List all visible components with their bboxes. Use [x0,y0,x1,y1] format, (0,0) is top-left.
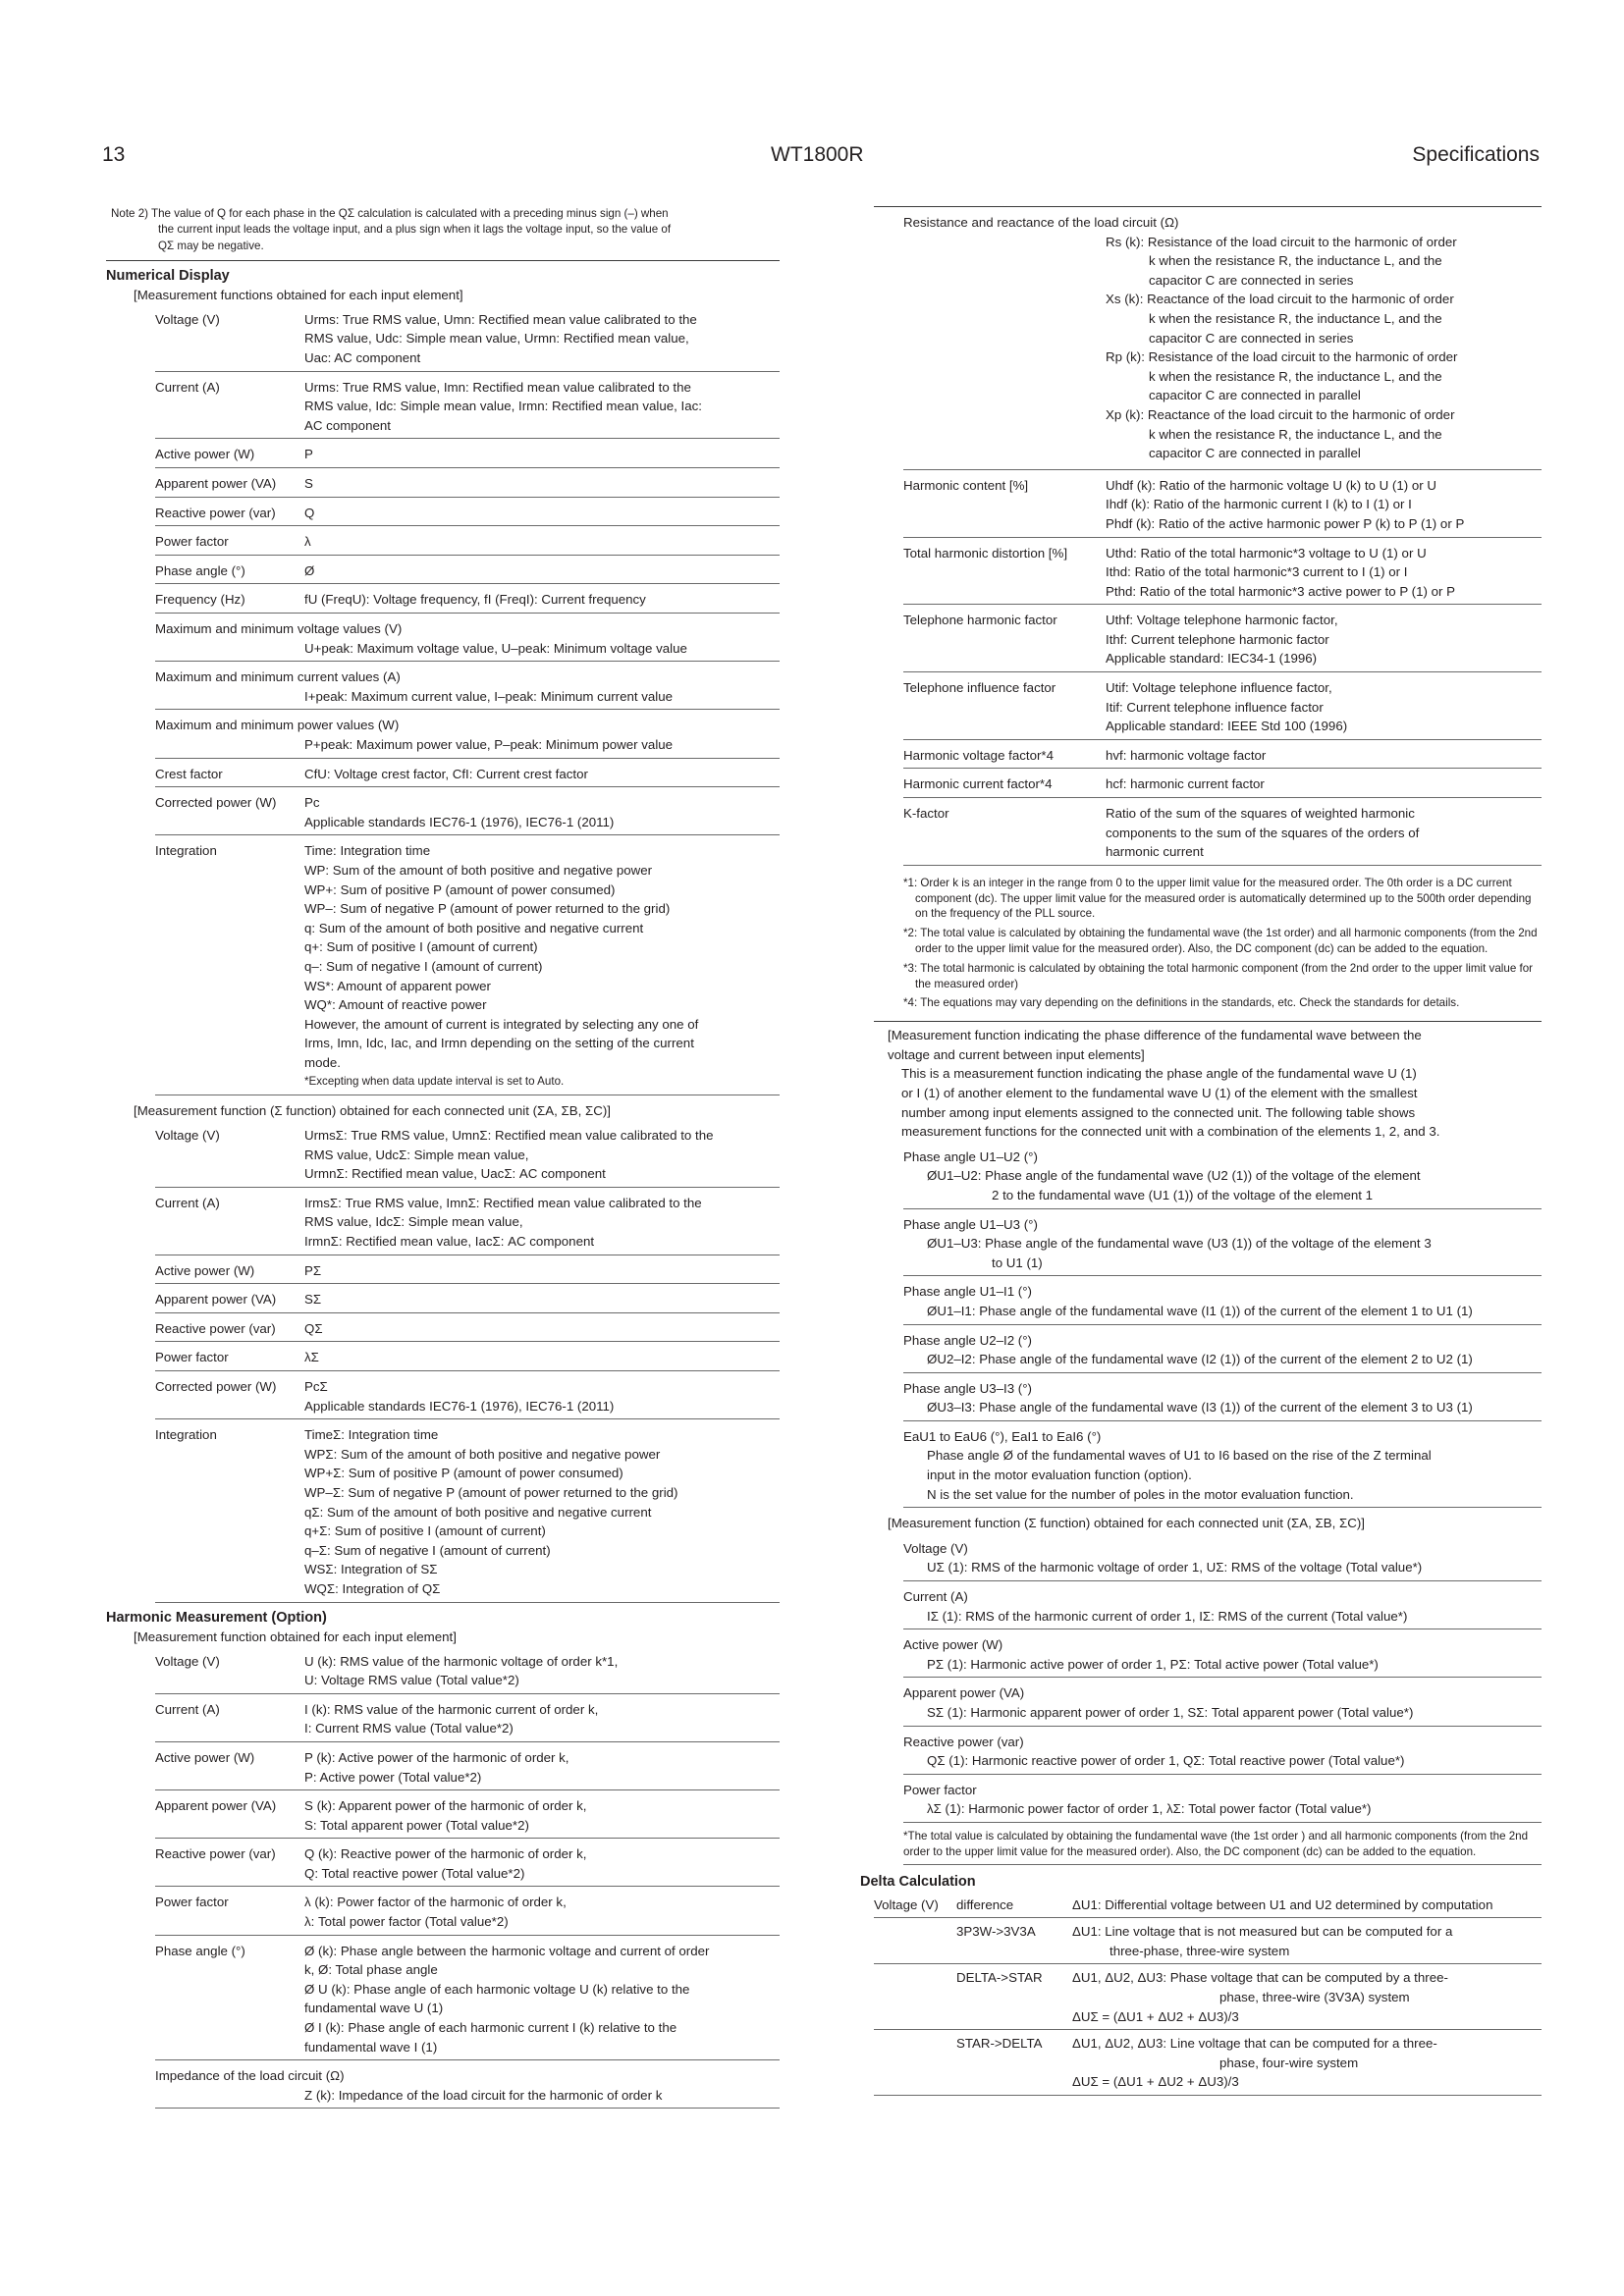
spec-line: I: Current RMS value (Total value*2) [304,1721,514,1736]
spec-value [304,590,780,610]
spec-label: Frequency (Hz) [155,592,245,608]
spec-value [304,474,780,494]
delta-mode: 3P3W->3V3A [956,1924,1036,1940]
spec-row [155,710,780,758]
spec-row [155,1742,780,1790]
delta-voltage-label [874,2034,956,2092]
spec-line: k when the resistance R, the inductance L, and the [1149,368,1442,384]
spec-line: qΣ: Sum of the amount of both positive and negative current [304,1504,652,1520]
subheading: [Measurement function obtained for each input element] [134,1629,457,1644]
phase-item [903,1421,1542,1508]
spec-label: Corrected power (W) [155,795,277,811]
spec-line: fundamental wave I (1) [304,2039,438,2055]
spec-line: q–Σ: Sum of negative I (amount of current) [304,1542,551,1558]
phase-item [903,1276,1542,1324]
spec-row [155,1694,780,1742]
sigma-line: PΣ (1): Harmonic active power of order 1, PΣ: Total active power (Total value*) [927,1656,1379,1672]
spec-value [304,1748,780,1787]
delta-mode: DELTA->STAR [956,1970,1043,1986]
delta-line: phase, three-wire (3V3A) system [1219,1989,1410,2004]
spec-row [155,1120,780,1188]
spec-line: λ [304,534,311,550]
spec-line: q+: Sum of positive I (amount of current) [304,939,538,955]
spec-value [304,1425,780,1598]
spec-line: fundamental wave U (1) [304,2001,444,2016]
spec-value: I+peak: Maximum current value, I–peak: Minimum current value [304,688,674,704]
spec-line: Q [304,505,315,520]
spec-line: λ: Total power factor (Total value*2) [304,1914,509,1930]
spec-line: hvf: harmonic voltage factor [1106,747,1267,763]
spec-value [1106,544,1542,602]
spec-value [1106,774,1542,794]
spec-label: Harmonic content [%] [903,477,1029,493]
spec-label: Voltage (V) [155,1128,220,1144]
phase-item [903,1209,1542,1277]
spec-line: TimeΣ: Integration time [304,1427,439,1443]
spec-line: mode. [304,1054,341,1070]
spec-row [155,1646,780,1694]
spec-value [304,1319,780,1339]
delta-row [874,1964,1542,2030]
spec-label: Power factor [155,534,229,550]
spec-row [155,1342,780,1371]
spec-value [304,1796,780,1835]
delta-line: ΔUΣ = (ΔU1 + ΔU2 + ΔU3)/3 [1072,2008,1239,2024]
delta-heading: Delta Calculation [860,1873,976,1890]
spec-line: WQ*: Amount of reactive power [304,997,487,1013]
spec-row [155,662,780,710]
sigma-line: λΣ (1): Harmonic power factor of order 1, λΣ: Total power factor (Total value*) [927,1801,1372,1817]
spec-line: WP: Sum of the amount of both positive and negative power [304,862,653,878]
spec-row [155,1790,780,1839]
spec-row [155,526,780,556]
delta-mode: STAR->DELTA [956,2036,1043,2052]
spec-line: P: Active power (Total value*2) [304,1769,482,1785]
right-column [860,206,1542,2096]
spec-row [155,1255,780,1285]
footnote: *3: The total harmonic is calculated by obtaining the total harmonic component (from the 2nd order to the upper limit value for the measured order) [903,961,1534,990]
sigma-label: Reactive power (var) [903,1734,1024,1749]
spec-row [903,470,1542,538]
numerical-display-heading: Numerical Display [106,267,230,284]
phase-line: ØU2–I2: Phase angle of the fundamental wave (I2 (1)) of the current of the element 2 to U2 (1) [927,1352,1473,1367]
spec-value [304,1844,780,1883]
spec-line: WSΣ: Integration of SΣ [304,1562,438,1577]
sigma-harmonic-heading: [Measurement function (Σ function) obtained for each connected unit (ΣA, ΣB, ΣC)] [888,1516,1365,1531]
spec-line: k when the resistance R, the inductance L, and the [1149,426,1442,442]
footnotes [903,866,1542,1021]
spec-row [155,498,780,527]
para-line: This is a measurement function indicating the phase angle of the fundamental wave U (1) [901,1066,1417,1082]
spec-line: P [304,447,313,462]
spec-label: Active power (W) [155,447,255,462]
spec-line: q–: Sum of negative I (amount of current) [304,958,543,974]
delta-line: ΔU1: Differential voltage between U1 and U2 determined by computation [1072,1896,1493,1912]
sigma-label: Power factor [903,1782,977,1797]
spec-label: Voltage (V) [155,311,220,327]
harmonic-heading: Harmonic Measurement (Option) [106,1609,327,1626]
spec-line: WS*: Amount of apparent power [304,978,491,993]
spec-label: Maximum and minimum current values (A) [155,669,401,685]
spec-label: Telephone harmonic factor [903,613,1057,628]
phase-heading: [Measurement function indicating the phase difference of the fundamental wave between the voltage and current between input elements] [888,1028,1422,1062]
spec-line: hcf: harmonic current factor [1106,776,1265,792]
spec-value [1106,678,1542,736]
spec-value [1106,611,1542,668]
sigma-item [903,1533,1542,1581]
delta-value [1072,1968,1542,2026]
note-2: Note 2) The value of Q for each phase in the QΣ calculation is calculated with a preceding minus sign (–) when the current input leads the voltage input, and a plus sign when it lags the voltage input, so the value of QΣ may be negative. [111,207,672,252]
spec-line: capacitor C are connected in series [1149,330,1354,346]
spec-line: WP+: Sum of positive P (amount of power consumed) [304,881,616,897]
spec-line: Ihdf (k): Ratio of the harmonic current I (k) to I (1) or I [1106,497,1412,512]
spec-row [155,1371,780,1419]
delta-row [874,1892,1542,1919]
spec-line: S [304,476,313,492]
phase-line: Phase angle Ø of the fundamental waves of U1 to I6 based on the rise of the Z terminal [927,1448,1432,1464]
spec-line: IrmnΣ: Rectified mean value, IacΣ: AC component [304,1234,595,1250]
phase-line: ØU1–U3: Phase angle of the fundamental wave (U3 (1)) of the voltage of the element 3 [927,1236,1432,1252]
spec-row-impedance: Impedance of the load circuit (Ω) Z (k): Impedance of the load circuit for the harmonic of order k [155,2060,780,2109]
spec-label: Apparent power (VA) [155,1292,277,1308]
sigma-line: UΣ (1): RMS of the harmonic voltage of order 1, UΣ: RMS of the voltage (Total value*) [927,1560,1423,1575]
phase-label: Phase angle U1–U3 (°) [903,1216,1038,1232]
delta-line: ΔU1, ΔU2, ΔU3: Phase voltage that can be computed by a three- [1072,1970,1448,1986]
spec-line: Applicable standards IEC76-1 (1976), IEC76-1 (2011) [304,814,615,829]
spec-line: k, Ø: Total phase angle [304,1962,438,1978]
footnote: *4: The equations may vary depending on the definitions in the standards, etc. Check the standards for details. [903,996,1460,1010]
spec-line: Q: Total reactive power (Total value*2) [304,1865,525,1881]
phase-line: ØU1–I1: Phase angle of the fundamental wave (I1 (1)) of the current of the element 1 to U1 (1) [927,1303,1473,1318]
sigma-item [903,1727,1542,1775]
phase-paragraph [901,1064,1542,1141]
phase-item [903,1325,1542,1373]
spec-line: RMS value, IdcΣ: Simple mean value, [304,1214,523,1230]
spec-label: Active power (W) [155,1262,255,1278]
footnote: *2: The total value is calculated by obtaining the fundamental wave (the 1st order) and all harmonic components (from the 2nd order to the upper limit value for the measured order). Also, the DC component (dc) can be added to the equation. [903,927,1538,955]
spec-label: Crest factor [155,766,223,781]
delta-line: ΔU1, ΔU2, ΔU3: Line voltage that can be computed for a three- [1072,2036,1437,2052]
spec-value [304,841,780,1092]
phase-label: Phase angle U1–U2 (°) [903,1148,1038,1164]
spec-label: Corrected power (W) [155,1379,277,1395]
spec-line: Pthd: Ratio of the total harmonic*3 active power to P (1) or P [1106,583,1455,599]
spec-line: I (k): RMS value of the harmonic current of order k, [304,1701,599,1717]
spec-row [155,787,780,835]
spec-line: Ithf: Current telephone harmonic factor [1106,631,1329,647]
subheading: [Measurement functions obtained for each input element] [134,287,463,302]
spec-line: fU (FreqU): Voltage frequency, fI (FreqI): Current frequency [304,592,646,608]
spec-line: λΣ [304,1350,319,1365]
spec-line: Phdf (k): Ratio of the active harmonic power P (k) to P (1) or P [1106,515,1465,531]
spec-line: S (k): Apparent power of the harmonic of order k, [304,1798,587,1814]
spec-label: Voltage (V) [155,1653,220,1669]
spec-label: Total harmonic distortion [%] [903,545,1068,561]
subheading: [Measurement function (Σ function) obtained for each connected unit (ΣA, ΣB, ΣC)] [134,1103,611,1119]
spec-value [304,1893,780,1931]
spec-line: WP–Σ: Sum of negative P (amount of power returned to the grid) [304,1484,678,1500]
para-line: or I (1) of another element to the fundamental wave U (1) of the element with the smallest [901,1085,1418,1100]
spec-label: K-factor [903,806,949,822]
spec-row [155,1188,780,1255]
spec-value [304,504,780,523]
spec-line: Applicable standards IEC76-1 (1976), IEC76-1 (2011) [304,1398,615,1414]
phase-line: to U1 (1) [992,1255,1043,1270]
delta-value [1072,2034,1542,2092]
spec-row [155,759,780,788]
sigma-item [903,1775,1542,1823]
spec-line: S: Total apparent power (Total value*2) [304,1817,529,1833]
spec-line: PΣ [304,1262,322,1278]
delta-line: phase, four-wire system [1219,2055,1359,2070]
spec-line: WPΣ: Sum of the amount of both positive and negative power [304,1446,661,1462]
spec-line: UrmsΣ: True RMS value, UmnΣ: Rectified mean value calibrated to the [304,1128,714,1144]
spec-value [304,1194,780,1252]
phase-label: EaU1 to EaU6 (°), EaI1 to EaI6 (°) [903,1428,1102,1444]
spec-line: Ø [304,562,315,578]
spec-row [155,439,780,468]
sigma-label: Voltage (V) [903,1540,968,1556]
spec-row [903,538,1542,606]
spec-line: Uac: AC component [304,350,421,366]
footnote: *1: Order k is an integer in the range from 0 to the upper limit value for the measured order. The 0th order is a DC current component (dc). The upper limit value for the measured order is automatically determined up to the 500th order depending on the frequency of the PLL source. [903,876,1532,921]
spec-value [304,532,780,552]
spec-row [155,372,780,440]
spec-line: UrmnΣ: Rectified mean value, UacΣ: AC component [304,1166,606,1182]
phase-item [903,1142,1542,1209]
spec-line: q+Σ: Sum of positive I (amount of current) [304,1523,546,1539]
spec-line: Time: Integration time [304,843,431,859]
spec-line: k when the resistance R, the inductance L, and the [1149,310,1442,326]
spec-row [155,304,780,372]
spec-value [1106,746,1542,766]
spec-line: capacitor C are connected in series [1149,272,1354,288]
para-line: number among input elements assigned to the connected unit. The following table shows [901,1104,1416,1120]
spec-value [304,1377,780,1415]
spec-value [304,378,780,436]
spec-line: However, the amount of current is integrated by selecting any one of [304,1016,699,1032]
spec-line: Utif: Voltage telephone influence factor, [1106,680,1332,696]
spec-row [155,1936,780,2061]
spec-value [1106,476,1542,534]
delta-value [1072,1896,1542,1915]
spec-value [304,561,780,581]
spec-label: Maximum and minimum power values (W) [155,718,400,733]
spec-line: Ratio of the sum of the squares of weighted harmonic [1106,806,1415,822]
delta-row [874,2030,1542,2096]
delta-voltage-label [874,1968,956,2026]
spec-line: harmonic current [1106,844,1204,860]
sigma-line: SΣ (1): Harmonic apparent power of order 1, SΣ: Total apparent power (Total value*) [927,1705,1414,1720]
phase-item [903,1373,1542,1421]
spec-row [155,1284,780,1313]
spec-row [155,614,780,662]
spec-label: Phase angle (°) [155,562,245,578]
spec-row [903,798,1542,866]
spec-value [304,1290,780,1309]
spec-line: λ (k): Power factor of the harmonic of order k, [304,1895,567,1910]
spec-row [155,468,780,498]
spec-label: Current (A) [155,1701,220,1717]
spec-line: Rp (k): Resistance of the load circuit to the harmonic of order [1106,349,1458,365]
spec-line: RMS value, UdcΣ: Simple mean value, [304,1147,529,1162]
document-title: WT1800R [771,143,864,166]
spec-value [304,445,780,464]
delta-line: ΔU1: Line voltage that is not measured but can be computed for a [1072,1924,1453,1940]
spec-line: P (k): Active power of the harmonic of order k, [304,1749,569,1765]
para-line: measurement functions for the connected unit with a combination of the elements 1, 2, and 3. [901,1124,1440,1140]
spec-label: Reactive power (var) [155,1320,276,1336]
spec-line: Uthf: Voltage telephone harmonic factor, [1106,613,1338,628]
phase-line: ØU3–I3: Phase angle of the fundamental wave (I3 (1)) of the current of the element 3 to U3 (1) [927,1400,1473,1415]
sigma-harmonic-note: *The total value is calculated by obtaining the fundamental wave (the 1st order ) and all harmonic components (from the 2nd order to the upper limit value for the measured order). Also, the DC component (dc) can be added to the equation. [903,1823,1542,1865]
section-title: Specifications [1412,143,1540,166]
spec-label: Active power (W) [155,1749,255,1765]
spec-label: Harmonic current factor*4 [903,776,1053,792]
spec-line: Xs (k): Reactance of the load circuit to the harmonic of order [1106,292,1454,307]
spec-line: QΣ [304,1320,323,1336]
spec-line: Applicable standard: IEC34-1 (1996) [1106,651,1318,667]
spec-note: *Excepting when data update interval is set to Auto. [304,1075,565,1089]
delta-mode: difference [956,1896,1014,1912]
spec-label: Integration [155,843,217,859]
spec-value [304,1700,780,1738]
sigma-item [903,1581,1542,1629]
spec-line: AC component [304,417,391,433]
delta-row [874,1918,1542,1964]
phase-label: Phase angle U1–I1 (°) [903,1284,1032,1300]
spec-line: U: Voltage RMS value (Total value*2) [304,1673,519,1688]
spec-value [304,765,780,784]
spec-line: Urms: True RMS value, Umn: Rectified mean value calibrated to the [304,311,697,327]
spec-row [903,605,1542,672]
spec-value [304,793,780,831]
sigma-label: Current (A) [903,1589,968,1605]
spec-line: capacitor C are connected in parallel [1149,446,1361,461]
spec-line: PcΣ [304,1379,328,1395]
page-number: 13 [102,143,126,166]
spec-row [155,835,780,1095]
spec-row [155,1887,780,1935]
spec-line: Uhdf (k): Ratio of the harmonic voltage U (k) to U (1) or U [1106,477,1436,493]
delta-voltage-label: Voltage (V) [874,1896,939,1912]
spec-line: U (k): RMS value of the harmonic voltage of order k*1, [304,1653,619,1669]
spec-line: Ithd: Ratio of the total harmonic*3 current to I (1) or I [1106,564,1408,580]
sigma-item [903,1629,1542,1678]
spec-line: Rs (k): Resistance of the load circuit to the harmonic of order [1106,234,1457,249]
spec-label: Harmonic voltage factor*4 [903,747,1054,763]
spec-line: components to the sum of the squares of the orders of [1106,825,1420,840]
spec-line: Xp (k): Reactance of the load circuit to the harmonic of order [1106,406,1455,422]
spec-label: Phase angle (°) [155,1943,245,1958]
spec-line: SΣ [304,1292,322,1308]
spec-value: U+peak: Maximum voltage value, U–peak: Minimum voltage value [304,640,687,656]
spec-line: Irms, Imn, Idc, Iac, and Irmn depending on the setting of the current [304,1036,694,1051]
spec-row [155,584,780,614]
spec-line: CfU: Voltage crest factor, CfI: Current crest factor [304,766,588,781]
phase-line: N is the set value for the number of poles in the motor evaluation function. [927,1486,1354,1502]
spec-value [304,1652,780,1690]
spec-line: Pc [304,795,320,811]
spec-line: capacitor C are connected in parallel [1149,388,1361,403]
spec-value [304,1261,780,1281]
sigma-line: IΣ (1): RMS of the harmonic current of order 1, IΣ: RMS of the current (Total value*) [927,1608,1408,1624]
spec-label: Telephone influence factor [903,680,1056,696]
spec-line: Itif: Current telephone influence factor [1106,699,1324,715]
spec-line: Ø (k): Phase angle between the harmonic voltage and current of order [304,1943,710,1958]
spec-value: P+peak: Maximum power value, P–peak: Minimum power value [304,736,674,752]
spec-value [1106,804,1542,862]
spec-line: WP–: Sum of negative P (amount of power returned to the grid) [304,901,671,917]
delta-table [874,1892,1542,2096]
spec-line: k when the resistance R, the inductance L, and the [1149,253,1442,269]
spec-value [304,1942,780,2057]
spec-label: Reactive power (var) [155,505,276,520]
spec-row [155,1313,780,1343]
spec-label: Reactive power (var) [155,1846,276,1862]
spec-row [155,1419,780,1602]
spec-label: Current (A) [155,379,220,395]
spec-line: RMS value, Idc: Simple mean value, Irmn: Rectified mean value, Iac: [304,399,702,414]
spec-line: q: Sum of the amount of both positive and negative current [304,920,644,935]
spec-label: Integration [155,1427,217,1443]
delta-line: ΔUΣ = (ΔU1 + ΔU2 + ΔU3)/3 [1072,2074,1239,2090]
spec-line: Uthd: Ratio of the total harmonic*3 voltage to U (1) or U [1106,545,1427,561]
spec-value [304,1348,780,1367]
spec-line: Ø I (k): Phase angle of each harmonic current I (k) relative to the [304,2020,677,2036]
spec-row [903,740,1542,770]
sigma-line: QΣ (1): Harmonic reactive power of order 1, QΣ: Total reactive power (Total value*) [927,1753,1405,1769]
delta-line: three-phase, three-wire system [1110,1943,1290,1958]
spec-row-resistance: Resistance and reactance of the load circuit (Ω) Rs (k): Resistance of the load circuit to the harmonic of order k when the resistance R, the inductance L, and the capacitor C are connected in series Xs (k): Reactance of the load circuit to the harmonic of order k when the resistance R, the inductance L, and the capacitor C are connected in series Rp (k): Resistance of the load circuit to the harmonic of order k when the resistance R, the inductance L, and the capacitor C are connected in parallel Xp (k): Reactance of the load circuit to the harmonic of order k when the resistance R, the inductance L, and the capacitor C are connected in parallel [903,207,1542,470]
phase-line: 2 to the fundamental wave (U1 (1)) of the voltage of the element 1 [992,1187,1374,1202]
spec-line: WQΣ: Integration of QΣ [304,1580,441,1596]
spec-line: IrmsΣ: True RMS value, ImnΣ: Rectified mean value calibrated to the [304,1195,702,1210]
spec-line: Ø U (k): Phase angle of each harmonic voltage U (k) relative to the [304,1981,690,1997]
spec-line: Applicable standard: IEEE Std 100 (1996) [1106,719,1348,734]
spec-label: Current (A) [155,1195,220,1210]
spec-value [304,1126,780,1184]
spec-label: Power factor [155,1895,229,1910]
phase-line: ØU1–U2: Phase angle of the fundamental wave (U2 (1)) of the voltage of the element [927,1168,1421,1184]
spec-line: Q (k): Reactive power of the harmonic of order k, [304,1846,587,1862]
spec-row [903,672,1542,740]
delta-voltage-label [874,1922,956,1960]
spec-label: Apparent power (VA) [155,1798,277,1814]
left-column [106,206,780,2109]
spec-row [155,556,780,585]
delta-value [1072,1922,1542,1960]
spec-line: WP+Σ: Sum of positive P (amount of power consumed) [304,1466,623,1481]
spec-row [903,769,1542,798]
sigma-item [903,1678,1542,1726]
phase-label: Phase angle U2–I2 (°) [903,1332,1032,1348]
spec-label: Power factor [155,1350,229,1365]
spec-line: Urms: True RMS value, Imn: Rectified mean value calibrated to the [304,379,691,395]
sigma-label: Apparent power (VA) [903,1685,1025,1701]
spec-value [304,310,780,368]
spec-row [155,1839,780,1887]
spec-label: Apparent power (VA) [155,476,277,492]
phase-line: input in the motor evaluation function (option). [927,1468,1192,1483]
spec-line: RMS value, Udc: Simple mean value, Urmn: Rectified mean value, [304,331,689,347]
spec-label: Maximum and minimum voltage values (V) [155,621,403,637]
sigma-label: Active power (W) [903,1637,1003,1653]
phase-label: Phase angle U3–I3 (°) [903,1380,1032,1396]
